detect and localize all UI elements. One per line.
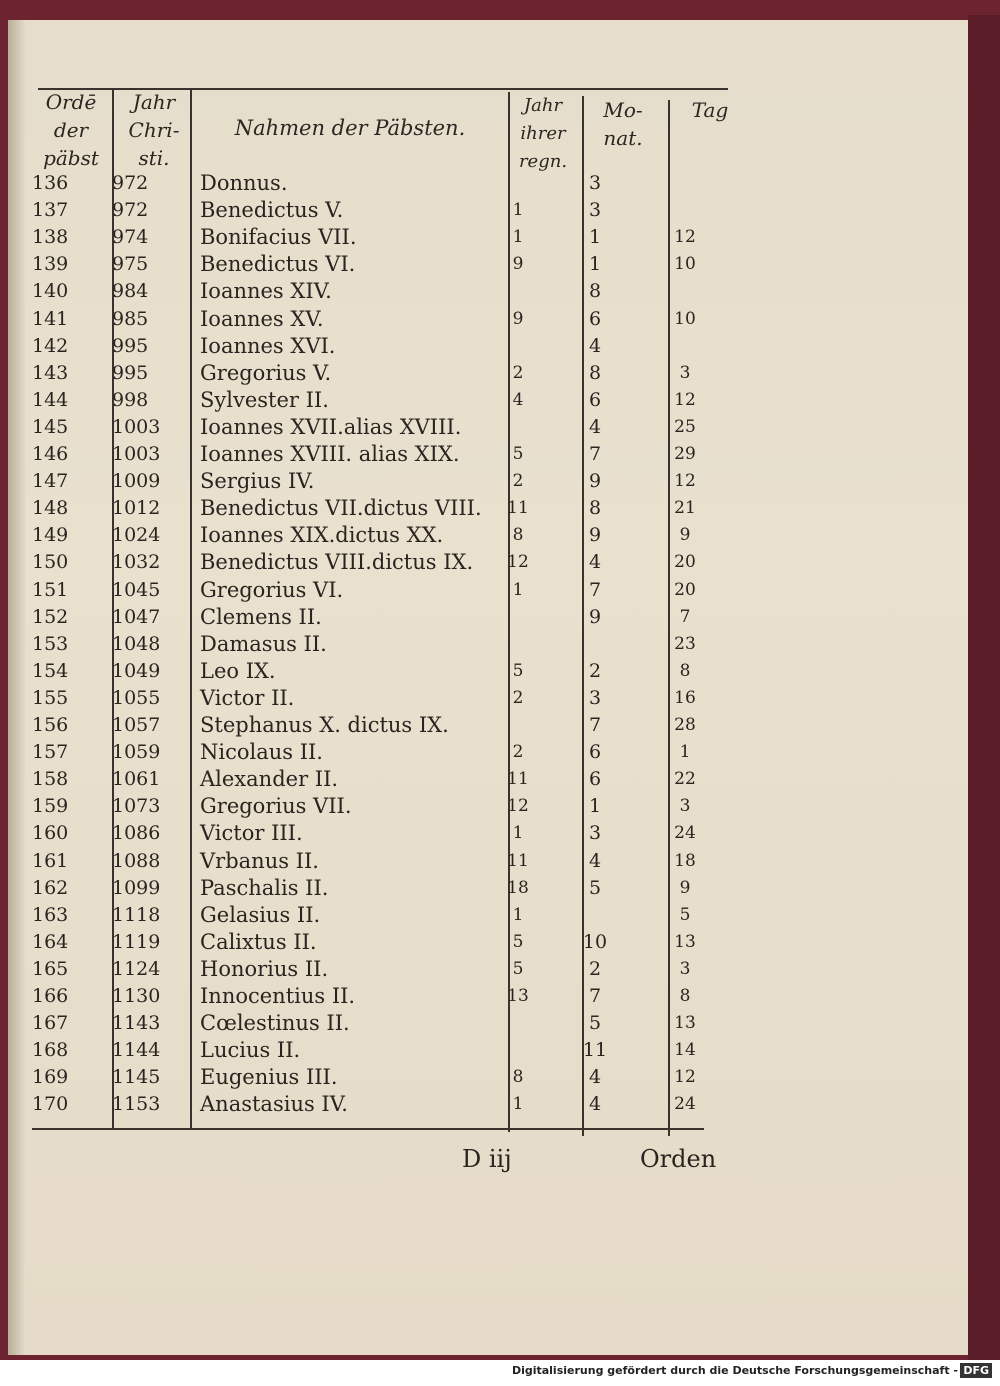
row-year: 1073 (112, 795, 161, 818)
row-year: 1130 (112, 985, 161, 1007)
row-years: 11 (507, 498, 529, 519)
row-year: 1045 (112, 578, 161, 601)
header-year: Jahr Chri-sti. (128, 90, 180, 170)
table-row (0, 333, 960, 360)
row-years: 9 (512, 254, 524, 275)
header-order: Ordē der päbst (43, 90, 99, 170)
table-row (0, 848, 960, 875)
dfg-logo: DFG (960, 1363, 992, 1378)
table-row (0, 224, 960, 251)
table-row (0, 875, 960, 902)
row-pope-name: Eugenius III. (200, 1065, 338, 1090)
row-order: 146 (32, 443, 69, 465)
row-order: 168 (32, 1039, 69, 1062)
row-year: 1059 (112, 741, 161, 764)
row-order: 137 (32, 199, 69, 222)
row-days: 18 (674, 850, 696, 871)
row-order: 152 (32, 605, 69, 628)
row-days: 9 (679, 525, 691, 546)
row-months: 2 (588, 957, 602, 980)
row-days: 10 (674, 254, 696, 275)
row-years: 1 (512, 227, 524, 248)
row-pope-name: Sergius IV. (200, 469, 315, 494)
row-pope-name: Sylvester II. (200, 387, 329, 412)
row-order: 145 (32, 415, 69, 438)
table-row (0, 278, 960, 305)
row-pope-name: Alexander II. (200, 767, 339, 792)
row-days: 20 (674, 579, 696, 600)
row-pope-name: Clemens II. (200, 604, 322, 629)
row-order: 158 (32, 768, 69, 791)
row-year: 1055 (112, 686, 161, 709)
row-order: 160 (32, 822, 69, 845)
row-year: 1049 (112, 659, 161, 682)
row-years: 4 (512, 389, 524, 410)
table-row (0, 577, 960, 604)
row-years: 1 (512, 904, 524, 925)
row-years: 2 (512, 362, 524, 383)
row-order: 141 (32, 307, 69, 330)
row-years: 8 (512, 525, 524, 546)
row-years: 2 (512, 687, 524, 708)
table-row (0, 1091, 960, 1118)
row-years: 5 (512, 958, 524, 979)
row-pope-name: Cœlestinus II. (200, 1011, 350, 1036)
row-days: 16 (674, 687, 696, 708)
row-order: 143 (32, 361, 69, 384)
row-pope-name: Innocentius II. (200, 984, 356, 1008)
signature-mark: D iij (462, 1145, 512, 1173)
row-pope-name: Leo IX. (200, 658, 276, 683)
row-months: 4 (588, 1066, 602, 1089)
row-pope-name: Gregorius VI. (200, 577, 344, 602)
row-years: 5 (512, 444, 524, 464)
row-days: 8 (679, 660, 691, 681)
row-days: 20 (674, 552, 696, 573)
row-year: 1047 (112, 605, 161, 628)
row-pope-name: Ioannes XVII.alias XVIII. (200, 414, 462, 439)
row-months: 3 (588, 172, 602, 194)
row-order: 156 (32, 714, 69, 736)
catchword: Orden (640, 1145, 717, 1173)
row-months: 7 (588, 714, 602, 736)
row-year: 1099 (112, 876, 161, 899)
row-months: 7 (588, 985, 602, 1007)
row-order: 161 (32, 849, 69, 872)
row-months: 1 (588, 253, 602, 276)
table-row (0, 441, 960, 468)
row-pope-name: Benedictus VII.dictus VIII. (200, 496, 482, 521)
row-days: 5 (679, 904, 691, 925)
row-order: 151 (32, 578, 69, 601)
row-months: 4 (588, 415, 602, 438)
row-years: 1 (512, 579, 524, 600)
row-year: 1153 (112, 1093, 161, 1116)
row-days: 21 (674, 498, 696, 519)
row-pope-name: Lucius II. (200, 1038, 301, 1063)
row-order: 140 (32, 280, 69, 303)
row-year: 1003 (112, 415, 161, 438)
row-months: 4 (588, 334, 602, 357)
row-pope-name: Ioannes XIX.dictus XX. (200, 523, 444, 548)
row-order: 142 (32, 334, 69, 357)
book-edge (968, 15, 1000, 1360)
row-days: 7 (679, 606, 691, 627)
row-year: 1145 (112, 1066, 161, 1089)
row-order: 154 (32, 659, 69, 682)
row-pope-name: Victor III. (200, 821, 303, 846)
row-order: 148 (32, 497, 69, 520)
row-order: 150 (32, 551, 69, 574)
table-row (0, 306, 960, 333)
table-row (0, 522, 960, 549)
row-months: 8 (588, 280, 602, 303)
table-row (0, 685, 960, 712)
row-months: 4 (588, 1093, 602, 1116)
row-year: 1119 (112, 930, 161, 953)
row-pope-name: Gregorius V. (200, 360, 332, 385)
row-days: 10 (674, 308, 696, 329)
row-year: 1118 (112, 903, 161, 926)
row-year: 972 (112, 172, 149, 194)
row-order: 153 (32, 632, 69, 655)
row-days: 3 (679, 958, 691, 979)
row-days: 3 (679, 796, 691, 817)
row-year: 1057 (112, 714, 161, 736)
table-row (0, 170, 960, 197)
row-pope-name: Ioannes XVI. (200, 333, 336, 358)
table-row (0, 414, 960, 441)
row-year: 1061 (112, 768, 161, 791)
row-order: 163 (32, 903, 69, 926)
row-years: 1 (512, 200, 524, 221)
bottom-rule (32, 1128, 704, 1130)
row-years: 9 (512, 308, 524, 329)
row-pope-name: Donnus. (200, 171, 288, 195)
row-order: 170 (32, 1093, 69, 1116)
row-pope-name: Ioannes XIV. (200, 279, 332, 304)
row-order: 139 (32, 253, 69, 276)
row-pope-name: Bonifacius VII. (200, 225, 357, 250)
row-years: 1 (512, 1094, 524, 1115)
table-row (0, 549, 960, 576)
row-months: 9 (588, 605, 602, 628)
row-years: 18 (507, 877, 529, 898)
table-row (0, 387, 960, 414)
row-months: 5 (588, 1012, 602, 1035)
row-year: 1048 (112, 632, 161, 655)
table-row (0, 604, 960, 631)
row-years: 12 (507, 796, 529, 817)
row-months: 4 (588, 551, 602, 574)
row-year: 1009 (112, 470, 161, 493)
row-year: 1024 (112, 524, 161, 547)
row-years: 2 (512, 471, 524, 492)
row-year: 995 (112, 361, 149, 384)
dfg-credit: Digitalisierung gefördert durch die Deutsche Forschungsgemeinschaft - (511, 1364, 958, 1377)
row-days: 12 (674, 1067, 696, 1088)
row-pope-name: Vrbanus II. (200, 848, 319, 873)
row-year: 975 (112, 253, 149, 276)
table-row (0, 1064, 960, 1091)
row-months: 10 (582, 930, 608, 953)
row-months: 9 (588, 470, 602, 493)
row-days: 8 (679, 986, 691, 1006)
row-months: 6 (588, 768, 602, 791)
table-row (0, 766, 960, 793)
row-order: 159 (32, 795, 69, 818)
table-row (0, 820, 960, 847)
row-years: 5 (512, 931, 524, 952)
row-days: 12 (674, 471, 696, 492)
row-pope-name: Stephanus X. dictus IX. (200, 713, 449, 737)
row-days: 24 (674, 1094, 696, 1115)
row-year: 1124 (112, 957, 161, 980)
row-pope-name: Victor II. (200, 685, 295, 710)
row-months: 3 (588, 686, 602, 709)
top-rule (38, 88, 728, 90)
header-days: Tag (691, 98, 729, 122)
row-pope-name: Damasus II. (200, 631, 327, 656)
table-row (0, 468, 960, 495)
row-order: 169 (32, 1066, 69, 1089)
row-days: 3 (679, 362, 691, 383)
row-year: 998 (112, 388, 149, 411)
row-months: 6 (588, 388, 602, 411)
row-year: 985 (112, 307, 149, 330)
row-months: 7 (588, 443, 602, 465)
table-row (0, 495, 960, 522)
row-order: 167 (32, 1012, 69, 1035)
row-days: 9 (679, 877, 691, 898)
row-pope-name: Gregorius VII. (200, 794, 352, 819)
header-years-reign: Jahr ihrer regn. (518, 95, 568, 172)
row-year: 1144 (112, 1039, 161, 1062)
row-months: 6 (588, 307, 602, 330)
row-order: 138 (32, 226, 69, 249)
row-days: 12 (674, 227, 696, 248)
row-pope-name: Ioannes XVIII. alias XIX. (200, 442, 460, 466)
table-row (0, 360, 960, 387)
row-days: 23 (674, 633, 696, 654)
row-year: 995 (112, 334, 149, 357)
row-year: 984 (112, 280, 149, 303)
row-year: 1088 (112, 849, 161, 872)
row-months: 1 (588, 795, 602, 818)
table-row (0, 631, 960, 658)
row-order: 155 (32, 686, 69, 709)
row-days: 24 (674, 823, 696, 844)
row-years: 5 (512, 660, 524, 681)
table-row (0, 1037, 960, 1064)
row-pope-name: Benedictus VI. (200, 252, 356, 277)
row-order: 136 (32, 172, 69, 194)
row-order: 157 (32, 741, 69, 764)
row-years: 1 (512, 823, 524, 844)
row-order: 144 (32, 388, 69, 411)
header-months: Mo-nat. (603, 98, 643, 150)
row-years: 12 (507, 552, 529, 573)
row-pope-name: Gelasius II. (200, 902, 321, 927)
row-pope-name: Honorius II. (200, 956, 329, 981)
row-pope-name: Ioannes XV. (200, 306, 324, 331)
row-months: 4 (588, 849, 602, 872)
row-days: 13 (674, 1013, 696, 1034)
row-years: 11 (507, 769, 529, 790)
row-year: 1032 (112, 551, 161, 574)
table-row (0, 1010, 960, 1037)
row-order: 147 (32, 470, 69, 493)
row-months: 9 (588, 524, 602, 547)
table-row (0, 793, 960, 820)
row-order: 149 (32, 524, 69, 547)
table-row (0, 929, 960, 956)
row-months: 3 (588, 822, 602, 845)
row-days: 28 (674, 715, 696, 735)
row-pope-name: Benedictus VIII.dictus IX. (200, 550, 474, 575)
table-row (0, 983, 960, 1010)
row-order: 165 (32, 957, 69, 980)
row-years: 11 (507, 850, 529, 871)
row-pope-name: Benedictus V. (200, 198, 344, 223)
row-months: 7 (588, 578, 602, 601)
header-names: Nahmen der Päbsten. (234, 116, 466, 140)
row-order: 162 (32, 876, 69, 899)
row-year: 1086 (112, 822, 161, 845)
row-months: 5 (588, 876, 602, 899)
row-years: 2 (512, 742, 524, 763)
table-row (0, 739, 960, 766)
row-pope-name: Paschalis II. (200, 875, 329, 900)
row-year: 1003 (112, 443, 161, 465)
row-months: 8 (588, 497, 602, 520)
row-pope-name: Calixtus II. (200, 929, 317, 954)
row-days: 12 (674, 389, 696, 410)
row-years: 13 (507, 986, 529, 1006)
row-year: 1143 (112, 1012, 161, 1035)
row-days: 29 (674, 444, 696, 464)
table-row (0, 251, 960, 278)
table-row (0, 658, 960, 685)
row-year: 972 (112, 199, 149, 222)
row-order: 166 (32, 985, 69, 1007)
row-months: 11 (582, 1039, 608, 1062)
table-row (0, 902, 960, 929)
row-pope-name: Nicolaus II. (200, 740, 323, 765)
table-row (0, 197, 960, 224)
row-pope-name: Anastasius IV. (200, 1092, 348, 1117)
table-row (0, 712, 960, 739)
row-days: 14 (674, 1040, 696, 1061)
row-days: 22 (674, 769, 696, 790)
table-row (0, 956, 960, 983)
row-months: 2 (588, 659, 602, 682)
row-year: 974 (112, 226, 149, 249)
row-days: 13 (674, 931, 696, 952)
row-months: 3 (588, 199, 602, 222)
row-years: 8 (512, 1067, 524, 1088)
row-year: 1012 (112, 497, 161, 520)
row-months: 6 (588, 741, 602, 764)
row-order: 164 (32, 930, 69, 953)
row-months: 8 (588, 361, 602, 384)
row-days: 1 (679, 742, 691, 763)
row-months: 1 (588, 226, 602, 249)
row-days: 25 (674, 416, 696, 437)
